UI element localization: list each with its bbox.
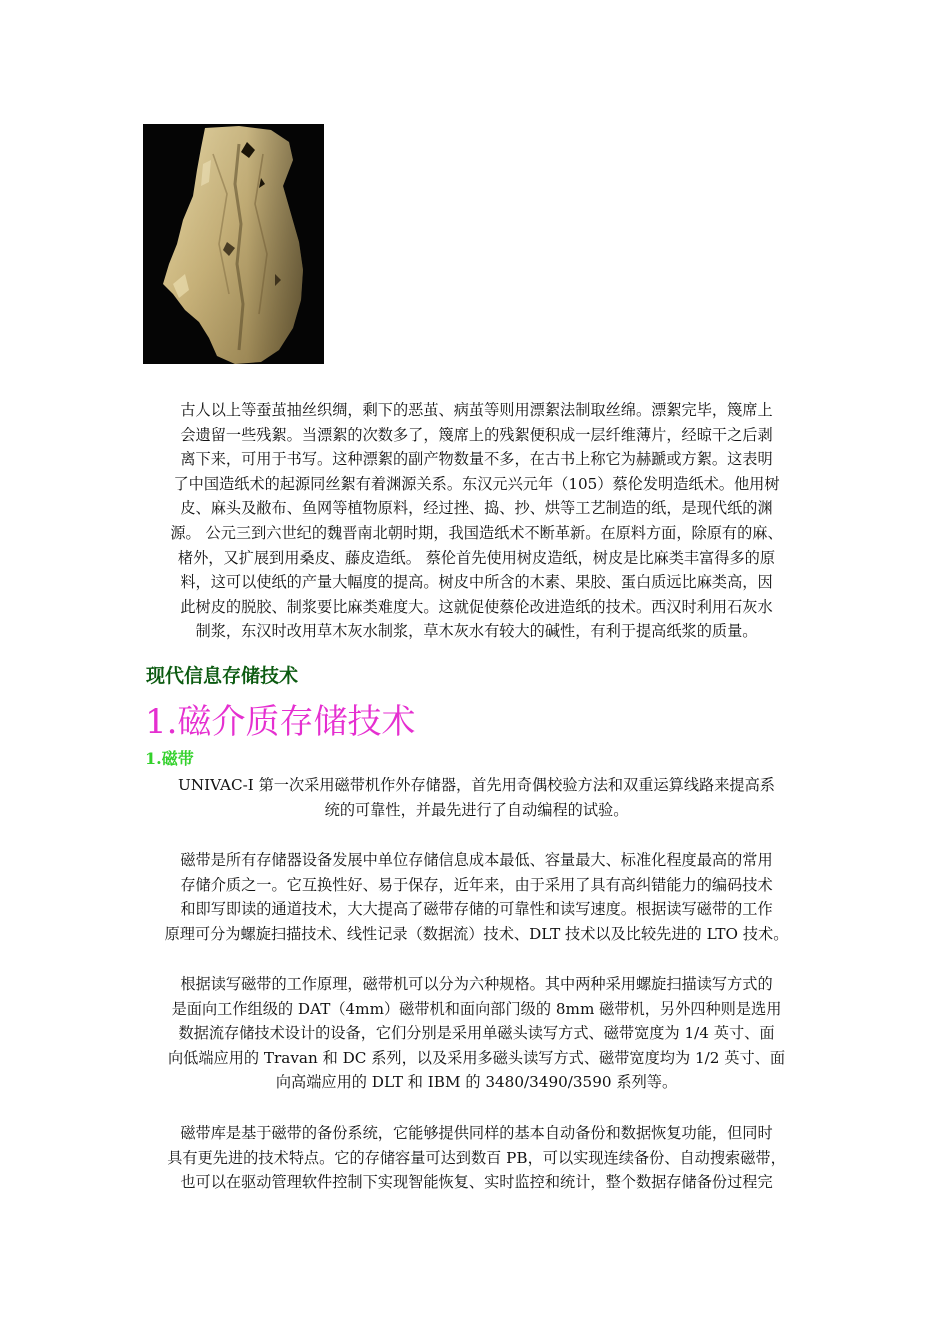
- section-title: 现代信息存储技术: [146, 665, 299, 687]
- text-line: 楮外，又扩展到用桑皮、藤皮造纸。 蔡伦首先使用树皮造纸，树皮是比麻类丰富得多的原: [177, 548, 776, 567]
- text-line: 了中国造纸术的起源同丝絮有着渊源关系。东汉元兴元年（105）蔡伦发明造纸术。他用树: [173, 474, 780, 493]
- paragraph-papermaking-history: [143, 398, 810, 644]
- sub-heading: 1.磁带: [145, 749, 194, 768]
- text-line: 具有更先进的技术特点。它的存储容量可达到数百 PB，可以实现连续备份、自动搜索磁带，: [167, 1148, 786, 1167]
- text-line: 会遗留一些残絮。当漂絮的次数多了，篾席上的残絮便积成一层纤维薄片，经晾干之后剥: [180, 425, 773, 444]
- text-line: 向低端应用的 Travan 和 DC 系列，以及采用多磁头读写方式、磁带宽度均为 1/2 英寸、面: [167, 1048, 786, 1067]
- text-line: 也可以在驱动管理软件控制下实现智能恢复、实时监控和统计，整个数据存储备份过程完: [180, 1173, 773, 1192]
- chapter-heading: 1.磁介质存储技术: [145, 702, 416, 742]
- paragraph-univac: [143, 773, 810, 822]
- text-line: UNIVAC-I 第一次采用磁带机作外存储器，首先用奇偶校验方法和双重运算线路来提高系: [178, 776, 775, 794]
- ancient-paper-fragment-photo: [143, 124, 324, 364]
- text-line: 根据读写磁带的工作原理，磁带机可以分为六种规格。其中两种采用螺旋扫描读写方式的: [180, 975, 773, 993]
- text-line: 古人以上等蚕茧抽丝织绸，剩下的恶茧、病茧等则用漂絮法制取丝绵。漂絮完毕，篾席上: [180, 401, 773, 419]
- text-line: 向高端应用的 DLT 和 IBM 的 3480/3490/3590 系列等。: [275, 1073, 678, 1092]
- text-line: 统的可靠性，并最先进行了自动编程的试验。: [324, 800, 629, 819]
- text-line: 源。 公元三到六世纪的魏晋南北朝时期，我国造纸术不断革新。在原料方面，除原有的麻、: [170, 523, 783, 542]
- text-line: 原理可分为螺旋扫描技术、线性记录（数据流）技术、DLT 技术以及比较先进的 LTO 技术。: [164, 924, 789, 943]
- text-line: 和即写即读的通道技术，大大提高了磁带存储的可靠性和读写速度。根据读写磁带的工作: [180, 900, 773, 919]
- text-line: 此树皮的脱胶、制浆要比麻类难度大。这就促使蔡伦改进造纸的技术。西汉时利用石灰水: [180, 597, 773, 616]
- text-line: 料，这可以使纸的产量大幅度的提高。树皮中所含的木素、果胶、蛋白质远比麻类高，因: [180, 573, 773, 592]
- paragraph-tape-specs: [143, 972, 810, 1095]
- text-line: 存储介质之一。它互换性好、易于保存，近年来，由于采用了具有高纠错能力的编码技术: [180, 875, 773, 894]
- text-line: 数据流存储技术设计的设备，它们分别是采用单磁头读写方式、磁带宽度为 1/4 英寸、面: [178, 1024, 775, 1043]
- text-line: 制浆，东汉时改用草木灰水制浆，草木灰水有较大的碱性，有利于提高纸浆的质量。: [195, 622, 758, 641]
- paragraph-tape-library: [143, 1121, 810, 1195]
- text-line: 磁带是所有存储器设备发展中单位存储信息成本最低、容量最大、标准化程度最高的常用: [180, 851, 773, 869]
- text-line: 磁带库是基于磁带的备份系统，它能够提供同样的基本自动备份和数据恢复功能，但同时: [180, 1124, 773, 1142]
- text-line: 离下来，可用于书写。这种漂絮的副产物数量不多，在古书上称它为赫蹏或方絮。这表明: [180, 450, 773, 469]
- text-line: 是面向工作组级的 DAT（4mm）磁带机和面向部门级的 8mm 磁带机，另外四种则是选用: [171, 999, 782, 1018]
- paragraph-tape-overview: [143, 848, 810, 946]
- text-line: 皮、麻头及敝布、鱼网等植物原料，经过挫、捣、抄、烘等工艺制造的纸，是现代纸的渊: [180, 499, 773, 518]
